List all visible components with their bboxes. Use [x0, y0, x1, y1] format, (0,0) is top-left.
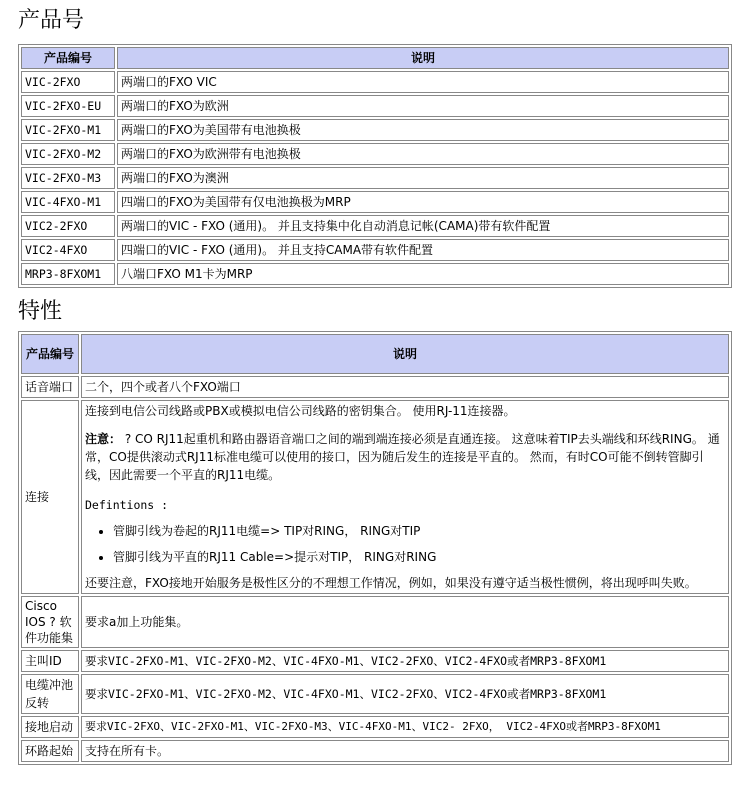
feature-label: 话音端口 — [21, 376, 79, 398]
feature-label: Cisco IOS ? 软件功能集 — [21, 596, 79, 648]
feature-description: 支持在所有卡。 — [81, 740, 729, 762]
product-code: VIC-2FXO-M1 — [21, 119, 115, 141]
list-item: • 管脚引线为卷起的RJ11电缆=> TIP对RING， RING对TIP — [113, 522, 725, 540]
definitions-list — [85, 522, 725, 566]
connection-note — [85, 430, 725, 484]
product-description: 两端口的FXO为美国带有电池换极 — [117, 119, 729, 141]
product-code: VIC-2FXO-EU — [21, 95, 115, 117]
product-description: 四端口的VIC - FXO (通用)。 并且支持CAMA带有软件配置 — [117, 239, 729, 261]
product-code: VIC-2FXO-M3 — [21, 167, 115, 189]
table-row-caller-id — [21, 650, 729, 672]
product-code: VIC-2FXO-M2 — [21, 143, 115, 165]
table-row — [21, 95, 729, 117]
feature-label: 环路起始 — [21, 740, 79, 762]
product-description: 八端口FXO M1卡为MRP — [117, 263, 729, 285]
note-text: ? CO RJ11起重机和路由器语音端口之间的端到端连接必须是直通连接。 这意味着TIP去头端线和环线RING。 通常，CO提供滚动式RJ11标准电缆可以使用的接口，因为随后发生的连接是平直的。 然而，有时CO可能不倒转管脚引线，因此需要一个平直的RJ11电缆。 — [85, 432, 720, 482]
table-row — [21, 143, 729, 165]
connection-paragraph-last: 还要注意，FXO接地开始服务是极性区分的不理想工作情况，例如，如果没有遵守适当极性惯例，将出现呼叫失败。 — [85, 576, 697, 590]
header-product-number: 产品编号 — [21, 334, 79, 374]
header-product-number: 产品编号 — [21, 47, 115, 69]
product-description: 两端口的FXO为澳洲 — [117, 167, 729, 189]
product-code: VIC-4FXO-M1 — [21, 191, 115, 213]
product-description: 四端口的FXO为美国带有仅电池换极为MRP — [117, 191, 729, 213]
table-row-ground-start — [21, 716, 729, 738]
feature-label: 接地启动 — [21, 716, 79, 738]
connection-description — [81, 400, 729, 594]
table-row — [21, 191, 729, 213]
product-description: 两端口的FXO为欧洲 — [117, 95, 729, 117]
list-item: • 管脚引线为平直的RJ11 Cable=>提示对TIP， RING对RING — [113, 548, 725, 566]
feature-description: 要求VIC-2FXO-M1、VIC-2FXO-M2、VIC-4FXO-M1、VIC2-2FXO、VIC2-4FXO或者MRP3-8FXOM1 — [81, 650, 729, 672]
header-description: 说明 — [117, 47, 729, 69]
product-code: VIC2-4FXO — [21, 239, 115, 261]
product-number-table — [18, 44, 732, 288]
section-title-features: 特性 — [18, 299, 63, 324]
table-row-cable-reverse — [21, 674, 729, 714]
table-row-ios — [21, 596, 729, 648]
table-row-connection — [21, 400, 729, 594]
header-description: 说明 — [81, 334, 729, 374]
feature-description: 二个，四个或者八个FXO端口 — [81, 376, 729, 398]
table-row — [21, 119, 729, 141]
table-row — [21, 167, 729, 189]
product-description: 两端口的FXO VIC — [117, 71, 729, 93]
table-header-row — [21, 47, 729, 69]
table-header-row — [21, 334, 729, 374]
note-label: 注意： — [85, 432, 122, 446]
table-row — [21, 239, 729, 261]
feature-description: 要求VIC-2FXO-M1、VIC-2FXO-M2、VIC-4FXO-M1、VIC2-2FXO、VIC2-4FXO或者MRP3-8FXOM1 — [81, 674, 729, 714]
features-table — [18, 331, 732, 765]
feature-label: 电缆冲池反转 — [21, 674, 79, 714]
table-row — [21, 263, 729, 285]
product-description: 两端口的FXO为欧洲带有电池换极 — [117, 143, 729, 165]
table-row-voice-port — [21, 376, 729, 398]
feature-label: 主叫ID — [21, 650, 79, 672]
section-title-product-numbers: 产品号 — [18, 8, 85, 33]
product-description: 两端口的VIC - FXO (通用)。 并且支持集中化自动消息记帐(CAMA)带有软件配置 — [117, 215, 729, 237]
product-code: VIC2-2FXO — [21, 215, 115, 237]
product-code: VIC-2FXO — [21, 71, 115, 93]
product-code: MRP3-8FXOM1 — [21, 263, 115, 285]
table-row — [21, 215, 729, 237]
definitions-label: Defintions : — [85, 498, 169, 512]
connection-paragraph: 连接到电信公司线路或PBX或模拟电信公司线路的密钥集合。 使用RJ-11连接器。 — [85, 404, 516, 418]
feature-label: 连接 — [21, 400, 79, 594]
table-row — [21, 71, 729, 93]
feature-description: 要求VIC-2FXO、VIC-2FXO-M1、VIC-2FXO-M3、VIC-4FXO-M1、VIC2- 2FXO， VIC2-4FXO或者MRP3-8FXOM1 — [81, 716, 729, 738]
feature-description: 要求a加上功能集。 — [81, 596, 729, 648]
table-row-loop-start — [21, 740, 729, 762]
